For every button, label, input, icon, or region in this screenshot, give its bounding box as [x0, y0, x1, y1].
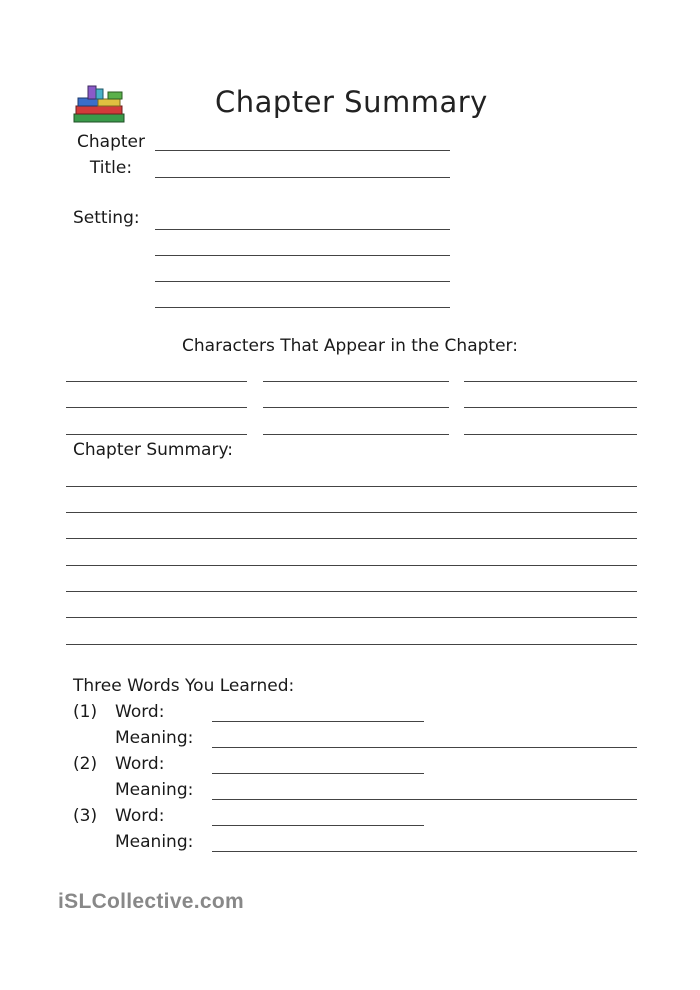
- meaning-label: Meaning:: [115, 832, 194, 852]
- page-title: Chapter Summary: [215, 85, 488, 119]
- character-line[interactable]: [66, 434, 247, 435]
- summary-line[interactable]: [66, 617, 637, 618]
- word-line[interactable]: [212, 825, 424, 826]
- summary-line[interactable]: [66, 644, 637, 645]
- summary-line[interactable]: [66, 591, 637, 592]
- word-number: (3): [73, 806, 98, 826]
- character-line[interactable]: [263, 434, 449, 435]
- setting-line-2[interactable]: [155, 255, 450, 256]
- chapter-title-line-2[interactable]: [155, 177, 450, 178]
- meaning-label: Meaning:: [115, 780, 194, 800]
- word-number: (2): [73, 754, 98, 774]
- words-heading: Three Words You Learned:: [73, 676, 295, 696]
- character-line[interactable]: [263, 407, 449, 408]
- title-label: Title:: [89, 158, 133, 178]
- setting-line-1[interactable]: [155, 229, 450, 230]
- setting-label: Setting:: [73, 208, 140, 228]
- meaning-line[interactable]: [212, 851, 637, 852]
- word-number: (1): [73, 702, 98, 722]
- character-line[interactable]: [464, 381, 637, 382]
- books-icon: [72, 84, 130, 126]
- summary-label: Chapter Summary:: [73, 440, 234, 460]
- character-line[interactable]: [263, 381, 449, 382]
- character-line[interactable]: [464, 407, 637, 408]
- word-label: Word:: [115, 806, 165, 826]
- setting-line-3[interactable]: [155, 281, 450, 282]
- meaning-label: Meaning:: [115, 728, 194, 748]
- chapter-label: Chapter: [77, 132, 145, 152]
- character-line[interactable]: [66, 407, 247, 408]
- word-line[interactable]: [212, 773, 424, 774]
- summary-line[interactable]: [66, 512, 637, 513]
- character-line[interactable]: [464, 434, 637, 435]
- word-label: Word:: [115, 702, 165, 722]
- summary-line[interactable]: [66, 538, 637, 539]
- watermark: iSLCollective.com: [58, 890, 244, 913]
- word-label: Word:: [115, 754, 165, 774]
- word-line[interactable]: [212, 721, 424, 722]
- meaning-line[interactable]: [212, 799, 637, 800]
- meaning-line[interactable]: [212, 747, 637, 748]
- characters-heading: Characters That Appear in the Chapter:: [182, 336, 518, 356]
- chapter-title-label: [76, 129, 146, 181]
- summary-line[interactable]: [66, 565, 637, 566]
- setting-line-4[interactable]: [155, 307, 450, 308]
- summary-line[interactable]: [66, 486, 637, 487]
- character-line[interactable]: [66, 381, 247, 382]
- chapter-title-line-1[interactable]: [155, 150, 450, 151]
